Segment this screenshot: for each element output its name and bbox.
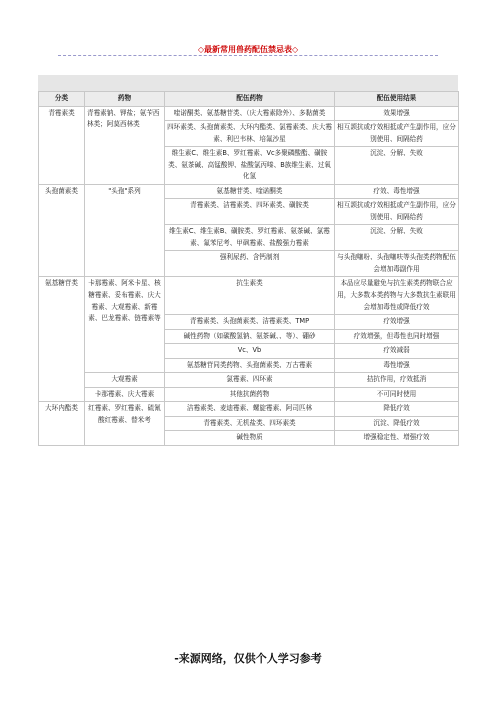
result-cell: 相互颉抗或疗效相抵或产生副作用，应分别使用、间隔给药 (335, 121, 459, 147)
combo-cell: 氯霉素、四环素 (165, 373, 335, 388)
result-cell: 相互颉抗或疗效相抵或产生副作用，应分别使用、间隔给药 (335, 199, 459, 225)
result-cell: 不可同时使用 (335, 387, 459, 402)
category-cell: 青霉素类 (39, 106, 85, 184)
compatibility-table (38, 91, 459, 446)
drug-cell: 大观霉素 (85, 373, 165, 388)
table-header-row (39, 92, 459, 107)
result-cell: 与头孢噻吩、头孢噻呋等头孢类药物配伍会增加毒副作用 (335, 251, 459, 277)
combo-cell: 碱性物质 (165, 431, 335, 446)
combo-cell: 碱性药物（如碳酸氢钠、氨茶碱、、等）、硼砂 (165, 329, 335, 344)
result-cell: 本品应尽量避免与抗生素类药物联合应用，大多数本类药物与大多数抗生素联用会增加毒性或降低疗效 (335, 277, 459, 315)
header-band (38, 75, 458, 91)
drug-cell: "头孢"系列 (85, 184, 165, 277)
result-cell: 拮抗作用，疗效抵消 (335, 373, 459, 388)
drug-cell: 红霉素、罗红霉素、硫氰酸红霉素、替米考 (85, 402, 165, 446)
result-cell: 疗效、毒性增强 (335, 184, 459, 199)
result-cell: 毒性增强 (335, 358, 459, 373)
combo-cell: 氨基糖苷同类药物、头孢菌素类、万古霉素 (165, 358, 335, 373)
combo-cell: 青霉素类、无机盐类、四环素类 (165, 416, 335, 431)
combo-cell: 其他抗菌药物 (165, 387, 335, 402)
footer-note: -来源网络，仅供个人学习参考 (174, 652, 322, 665)
header-drug: 药物 (85, 92, 165, 107)
header-category: 分类 (39, 92, 85, 107)
combo-cell: 氨基糖苷类、喹诺酮类 (165, 184, 335, 199)
drug-cell: 卡那霉素、庆大霉素 (85, 387, 165, 402)
combo-cell: 维生素C、维生素B、磺胺类、罗红霉素、氨茶碱、氯霉素、氟苯尼考、甲砜霉素、盐酸强力霉素 (165, 225, 335, 251)
result-cell: 沉淀、分解、失败 (335, 225, 459, 251)
combo-cell: 洁霉素类、麦迪霉素、螺旋霉素、阿司匹林 (165, 402, 335, 417)
category-cell: 头孢菌素类 (39, 184, 85, 277)
result-cell: 疗效增强 (335, 315, 459, 330)
title-divider (58, 55, 438, 56)
table-row (39, 277, 459, 315)
table-row (39, 184, 459, 199)
combo-cell: Vc、Vb (165, 344, 335, 359)
combo-cell: 四环素类、头孢菌素类、大环内酯类、氯霉素类、庆大霉素、利巴韦林、培氟沙星 (165, 121, 335, 147)
combo-cell: 喹诺酮类、氨基糖苷类、（庆大霉素除外）、多黏菌类 (165, 106, 335, 121)
table-row (39, 373, 459, 388)
result-cell: 降低疗效 (335, 402, 459, 417)
combo-cell: 青霉素类、头孢菌素类、洁霉素类、TMP (165, 315, 335, 330)
document-title: ◇最新常用兽药配伍禁忌表◇ (197, 45, 299, 54)
result-cell: 效果增强 (335, 106, 459, 121)
drug-cell: 卡那霉素、阿米卡星、核糖霉素、妥布霉素、庆大霉素、大观霉素、新霉素、巴龙霉素、链霉素等 (85, 277, 165, 373)
combo-cell: 青霉素类、洁霉素类、四环素类、磺胺类 (165, 199, 335, 225)
result-cell: 沉淀、降低疗效 (335, 416, 459, 431)
header-result: 配伍使用结果 (335, 92, 459, 107)
category-cell: 氨基糖苷类 (39, 277, 85, 402)
drug-cell: 青霉素钠、钾盐；氨苄西林类；阿莫西林类 (85, 106, 165, 184)
table-row (39, 387, 459, 402)
combo-cell: 抗生素类 (165, 277, 335, 315)
combo-cell: 维生素C、维生素B、罗红霉素、Vc多聚磷酸酯、磺胺类、氨茶碱、高锰酸钾、盐酸氯丙嗪、B族维生素、过氧化氢 (165, 147, 335, 185)
result-cell: 增强稳定性、增强疗效 (335, 431, 459, 446)
combo-cell: 强利尿药、含钙制剂 (165, 251, 335, 277)
result-cell: 沉淀、分解、失败 (335, 147, 459, 185)
category-cell: 大环内酯类 (39, 402, 85, 446)
result-cell: 疗效减弱 (335, 344, 459, 359)
result-cell: 疗效增强，但毒性也同时增强 (335, 329, 459, 344)
header-combo: 配伍药物 (165, 92, 335, 107)
table-row (39, 402, 459, 417)
table-row (39, 106, 459, 121)
